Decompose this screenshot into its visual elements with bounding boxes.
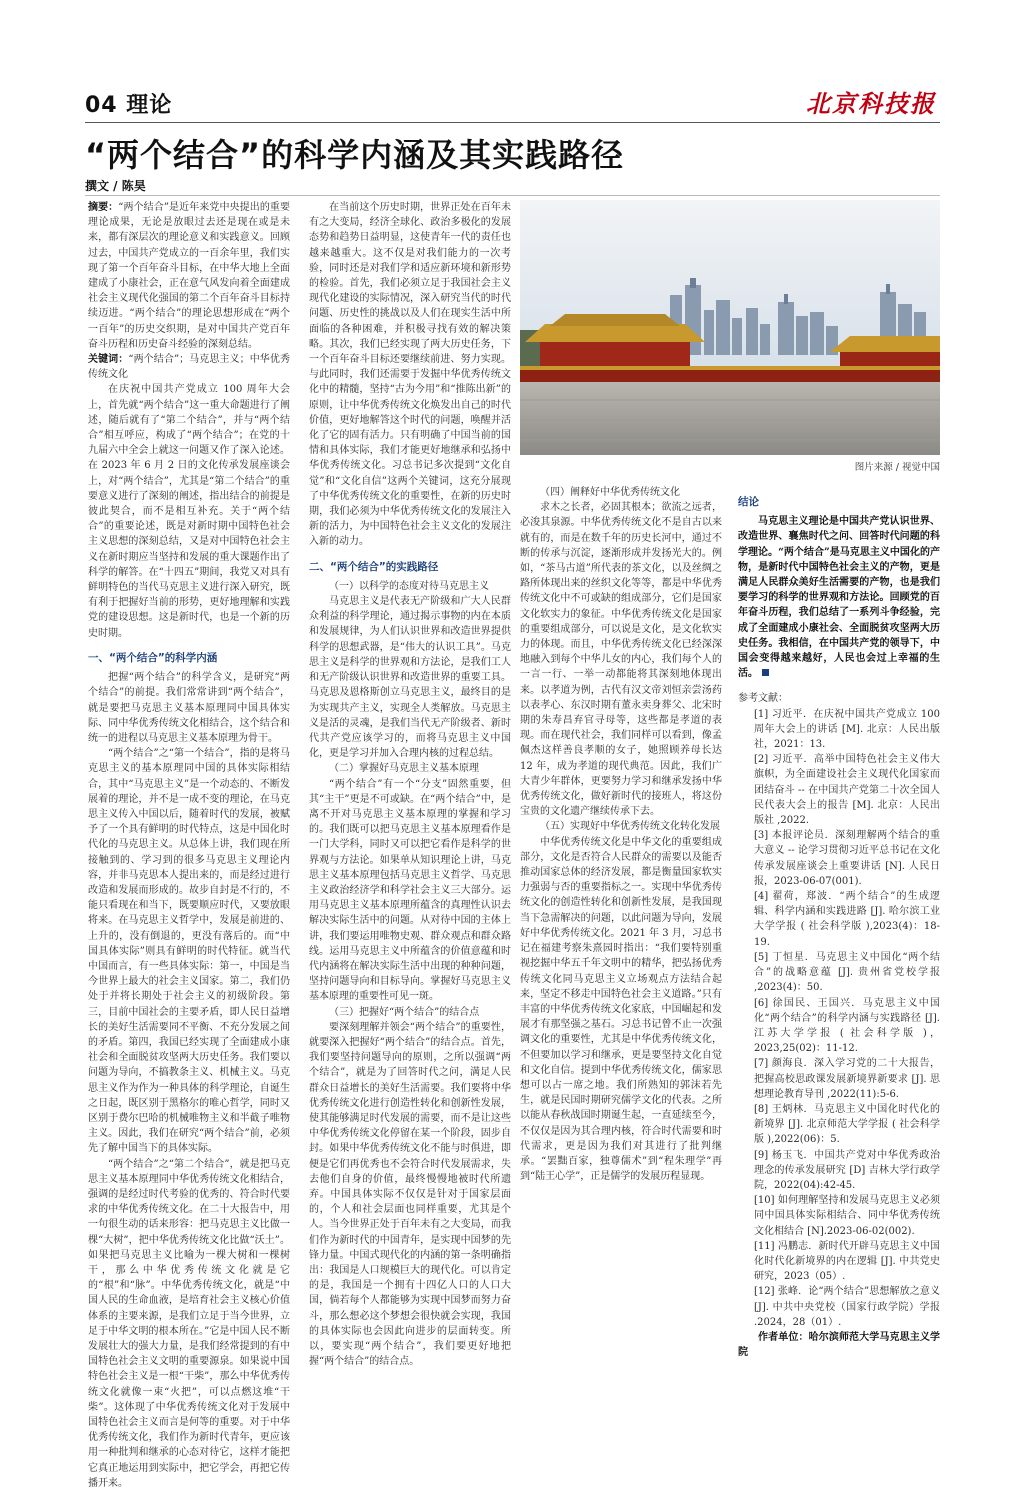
reference-item: [5] 丁恒星．马克思主义中国化“两个结合”的战略意蕴 [J]. 贵州省党校学报 ,2023(4)：50. bbox=[754, 951, 940, 994]
reference-item: [3] 本报评论员．深刻理解两个结合的重大意义 -- 论学习贯彻习近平总书记在文化传承发展座谈会上重要讲话 [N]. 人民日报，2023-06-07(001). bbox=[754, 830, 940, 887]
section-2-paragraph: 求木之长者，必固其根本；欲流之远者，必浚其泉源。中华优秀传统文化不是自古以来就有的，而是在数千年的历史长河中，通过不断的传承与沉淀，逐渐形成并发扬光大的。例如，“茶马古道”所代表的茶文化，以及丝绸之路所体现出来的丝织文化等等，都是中华优秀传统文化中不可或缺的组成部分，它们是国家文化软实力的象征。中华优秀传统文化是国家的重要组成部分，可以说是文化，是文化软实力的体现。而且，中华优秀传统文化已经深深地融入到每个中华儿女的内心，我们每个人的一言一行、一举一动都能将其深刻地体现出来。以孝道为例，古代有汉文帝刘恒亲尝汤药以表孝心、东汉时期有董永卖身葬父、北宋时期的朱寿昌弃官寻母等，这些都是孝道的表现。而在现代社会，我们同样可以看到，像孟佩杰这样善良孝顺的女子，她照顾养母长达 12 年，成为孝道的现代典范。因此，我们广大青少年群体，更要努力学习和继承发扬中华优秀传统文化，做好新时代的接班人，将这份宝贵的文化遗产继续传承下去。 bbox=[520, 502, 722, 818]
reference-item: [2] 习近平．高举中国特色社会主义伟大旗帜，为全面建设社会主义现代化国家而团结奋斗 -- 在中国共产党第二十次全国人民代表大会上的报告 [M]. 北京：人民出版社 ,2022. bbox=[754, 754, 940, 827]
keywords bbox=[88, 352, 290, 382]
section-2-paragraph: “两个结合”有一个“分支”固然重要，但其“主干”更是不可或缺。在“两个结合”中，是离不开对马克思主义基本原理的掌握和学习的。我们既可以把马克思主义基本原理看作是一门大学科，同时又可以把它看作是科学的世界观与方法论。如果单从知识理论上讲，马克思主义基本原理包括马克思主义哲学、马克思主义政治经济学和科学社会主义三大部分。运用马克思主义基本原理所蕴含的真理性认识去解决实际生活中的问题。从对待中国的主体上讲，我们要运用唯物史观、群众观点和群众路线。运用马克思主义中所蕴含的价值意蕴和时代内涵将在解决实际生活中出现的种种问题，坚持问题导向和目标导向。掌握好马克思主义基本原理的重要性可见一斑。 bbox=[309, 778, 511, 1003]
section-1-paragraph: 在当前这个历史时期，世界正处在百年未有之大变局，经济全球化、政治多极化的发展态势和趋势日益明显，这使青年一代的责任也越来越重大。这不仅是对我们能力的一次考验，同时还是对我们学和适应新环境和新形势的检验。首先，我们必须立足于我国社会主义现代化建设的实际情况，深入研究当代的时代问题、历史性的挑战以及人们在现实生活中所面临的各种困难，并积极寻找有效的解决策略。其次，我们已经实现了两大历史任务，下一个百年奋斗目标还要继续前进、努力实现。与此同时，我们还需要于发掘中华优秀传统文化中的精髓，坚持“古为今用”和“推陈出新”的原则，让中华优秀传统文化焕发出自己的时代价值，更好地解答这个时代的问题，唤醒并活化了它的固有活力。只有明确了中国当前的国情和具体实际，我们才能更好地继承和弘扬中华优秀传统文化。习总书记多次提到“文化自觉”和“文化自信”这两个关键词，这充分展现了中华优秀传统文化的重要性，在新的历史时期，我们必须为中华优秀传统文化的发展注入新的活力，为中国特色社会主义文化的发展注入新的动力。 bbox=[309, 202, 511, 548]
author-affiliation: 作者单位：哈尔滨师范大学马克思主义学院 bbox=[738, 1331, 940, 1359]
header-rule bbox=[85, 122, 940, 123]
conclusion-paragraph bbox=[738, 514, 940, 681]
keywords-text: “两个结合”；马克思主义；中华优秀传统文化 bbox=[88, 354, 290, 381]
column-1 bbox=[88, 200, 290, 1489]
section-label: 04 理论 bbox=[85, 93, 173, 118]
section-1-paragraph: “两个结合”之“第二个结合”，就是把马克思主义基本原理同中华优秀传统文化相结合，强调的是经过时代考验的优秀的、符合时代要求的中华优秀传统文化。在二十大报告中，用一句很生动的话来形容：把马克思主义比做一棵“大树”，把中华优秀传统文化比做“沃土”。如果把马克思主义比喻为一棵大树和一棵树干，那么中华优秀传统文化就是它的“根”和“脉”。中华优秀传统文化，就是“中国人民的生命血液，是培育社会主义核心价值体系的主要来源，是我们立足于当今世界，立足于中华文明的根本所在。”它是中国人民不断发展壮大的强大力量，是我们经常提到的有中国特色社会主义文明的重要源泉。如果说中国特色社会主义是一根“干柴”，那么中华优秀传统文化就像一束“火把”，可以点燃这堆“干柴”。这体现了中华优秀传统文化对于发展中国特色社会主义而言是何等的重要。对于中华优秀传统文化，我们作为新时代青年，更应该用一种批判和继承的心态对待它，这样才能把它真正地运用到实际中，把它学会，再把它传播开来。 bbox=[88, 1158, 290, 1489]
byline-rule bbox=[85, 195, 940, 196]
masthead-logo: 北京科技报 bbox=[806, 89, 936, 118]
forbidden-city-skyline-icon bbox=[520, 200, 940, 455]
reference-item: [1] 习近平．在庆祝中国共产党成立 100 周年大会上的讲话 [M]. 北京：人民出版社，2021：13. bbox=[754, 708, 940, 751]
abstract-text: “两个结合”是近年来党中央提出的重要理论成果，无论是放眼过去还是现在或是未来，都有深层次的理论意义和实践意义。回顾过去，中国共产党成立的一百余年里，我们实现了第一个百年奋斗目标，在中华大地上全面建成了小康社会，正在意气风发向着全面建成社会主义现代化强国的第二个百年奋斗目标持续迈进。“两个结合”的理论思想形成在“两个一百年”的历史交织期，是对中国共产党百年奋斗历程和历史奋斗经验的深刻总结。 bbox=[88, 202, 290, 350]
conclusion-text: 马克思主义理论是中国共产党认识世界、改造世界、襄焦时代之问、回答时代问题的科学理论。“两个结合”是马克思主义中国化的产物，是新时代中国特色社会主义的产物，更是满足人民群众美好生活需要的产物，也是我们要学习的科学的世界观和方法论。回顾党的百年奋斗历程，我们总结了一系列斗争经验，完成了全面建成小康社会、全面脱贫攻坚两大历史任务。我相信，在中国共产党的领导下，中国会变得越来越好，人民也会过上幸福的生活。 bbox=[738, 516, 940, 680]
column-3 bbox=[520, 485, 722, 1410]
byline: 撰文 / 陈昊 bbox=[85, 179, 146, 193]
section-2-paragraph: 马克思主义是代表无产阶级和广大人民群众利益的科学理论，通过揭示事物的内在本质和发展规律，为人们认识世界和改造世界提供科学的思想武器，是“伟大的认识工具”。马克思主义是科学的世界观和方法论，是我们工人和无产阶级认识世界和改造世界的重要工具。马克思及恩格斯创立马克思主义，最终目的是为实现共产主义，实现全人类解放。马克思主义是活的灵魂，是我们当代无产阶级者、新时代共产党应该学习的，而将马克思主义中国化，更是学习并加入合理内核的过程总结。 bbox=[309, 596, 511, 760]
forbidden-city-photo bbox=[520, 200, 940, 455]
article-title: “两个结合”的科学内涵及其实践路径 bbox=[85, 136, 625, 174]
abstract bbox=[88, 200, 290, 352]
section-1-paragraph: “两个结合”之“第一个结合”，指的是将马克思主义的基本原理同中国的具体实际相结合，其中“马克思主义”是一个动态的、不断发展着的理论，并不是一成不变的理论，在马克思主义传入中国以后，随着时代的发展，被赋予了一个具有鲜明的时代特点，这是中国化时代化的马克思主义。从总体上讲，我们现在所接触到的、学习到的很多马克思主义理论内容，并非马克思本人提出来的，而是经过进行改造和发展而形成的。故步自封是不行的，不能只看现在和当下，既要顺应时代，又要放眼将来。在马克思主义哲学中，发展是前进的、上升的，没有倒退的，更没有落后的。而“中国具体实际”则具有鲜明的时代特征。就当代中国而言，有一些具体实际：第一，中国是当今世界上最大的社会主义国家。第二，我们仍处于并将长期处于社会主义的初级阶段。第三，目前中国社会的主要矛盾，即人民日益增长的美好生活需要同不平衡、不充分发展之间的矛盾。第四，我国已经实现了全面建成小康社会和全面脱贫攻坚两大历史任务。我们要以问题为导向，不搞教条主义、机械主义。马克思主义作为作为一种具体的科学理论，自诞生之日起，既区别于黑格尔的唯心哲学，同时又区别于费尔巴哈的机械唯物主义和半截子唯物主义。因此，我们在研究“两个结合”前，必须先了解中国当下的具体实际。 bbox=[88, 748, 290, 1155]
intro-paragraph: 在庆祝中国共产党成立 100 周年大会上，首先就“两个结合”这一重大命题进行了阐述，随后就有了“第二个结合”，并与“两个结合”相互呼应，构成了“两个结合”；在党的十九届六中全会上就这一问题又作了深入论述。在 2023 年 6 月 2 日的文化传承发展座谈会上，对“两个结合”，尤其是“第二个结合”的重要意义进行了深刻的阐述，指出结合的前提是彼此契合，而不是相互补充。关于“两个结合”的重要论述，既是对新时期中国特色社会主义思想的深刻总结，又是对中国特色社会主义在新时期应当坚持和发展的重大课题作出了科学的解答。在“十四五”期间，我党又对具有鲜明特色的当代马克思主义进行深入研究，既有利于把握好当前的形势，更好地理解和实践党的建设思想。这是新时代，也是一个新的历史时期。 bbox=[88, 384, 290, 639]
subsection-heading: （四）阐释好中华优秀传统文化 bbox=[540, 487, 680, 498]
reference-item: [11] 冯鹏志．新时代开辟马克思主义中国化时代化新境界的内在逻辑 [J]. 中共党史研究，2023（05）. bbox=[754, 1240, 940, 1283]
subsection-heading: （五）实现好中华优秀传统文化转化发展 bbox=[540, 821, 720, 833]
reference-item: [8] 王炳林．马克思主义中国化时代化的新境界 [J]. 北京师范大学学报 ( 社会科学版 ),2022(06)：5. bbox=[754, 1103, 940, 1146]
reference-item: [12] 张峰．论“两个结合”思想解放之意义 [J]. 中共中央党校（国家行政学院）学报 .2024，28（01）. bbox=[754, 1286, 940, 1328]
column-4 bbox=[738, 485, 940, 1410]
conclusion-heading: 结论 bbox=[738, 496, 759, 508]
reference-item: [9] 杨玉飞．中国共产党对中华优秀政治理念的传承发展研究 [D] 吉林大学行政学院，2022(04):42-45. bbox=[754, 1149, 940, 1191]
references-heading: 参考文献： bbox=[738, 693, 788, 705]
reference-item: [6] 徐国民、王国兴．马克思主义中国化“两个结合”的科学内涵与实践路径 [J]. 江苏大学学报 ( 社会科学版 )，2023,25(02)：11-12. bbox=[754, 997, 940, 1055]
reference-item: [4] 翟荷，郑波．“两个结合”的生成逻辑、科学内涵和实践进路 [J]. 哈尔滨工业大学学报 ( 社会科学版 ),2023(4)：18-19. bbox=[754, 891, 940, 948]
subsection-heading: （一）以科学的态度对待马克思主义 bbox=[329, 580, 489, 592]
column-2 bbox=[309, 200, 511, 1410]
section-1-paragraph: 把握“两个结合”的科学含义，是研究“两个结合”的前提。我们常常讲到“两个结合”，就是要把马克思主义基本原理同中国具体实际、同中华优秀传统文化相结合，这个结合和统一的进程以马克思主义基本原理为骨干。 bbox=[88, 672, 290, 744]
section-2-paragraph: 要深刻理解并领会“两个结合”的重要性，就要深入把握好“两个结合”的结合点。首先，我们要坚持问题导向的原则，之所以强调“两个结合”，就是为了回答时代之问，满足人民群众日益增长的美好生活需要。我们要将中华优秀传统文化进行创造性转化和创新性发展，使其能够满足时代发展的需要，而不是让这些中华优秀传统文化停留在某一个阶段，固步自封。如果中华优秀传统文化不能与时俱进，即便是它们再优秀也不会符合时代发展需求，失去他们自身的价值，最终慢慢地被时代所遗弃。中国具体实际不仅仅是针对于国家层面的，个人和社会层面也同样重要，尤其是个人。当今世界正处于百年未有之大变局，而我们作为新时代的中国青年，是实现中国梦的先锋力量。中国式现代化的内涵的第一条明确指出：我国是人口规模巨大的现代化。可以肯定的是，我国是一个拥有十四亿人口的人口大国，倘若每个人都能够为实现中国梦而努力奋斗，那么想必这个梦想会很快就会实现，我国的具体实际也会因此向进步的层面转变。所以，要实现“两个结合”，我们要更好地把握“两个结合”的结合点。 bbox=[309, 1021, 511, 1368]
reference-item: [7] 颜海良．深入学习党的二十大报告，把握高校思政课发展新境界新要求 [J]. 思想理论教育导刊 ,2022(11):5-6. bbox=[754, 1058, 940, 1100]
conclusion bbox=[738, 514, 940, 681]
section-2-paragraph: 中华优秀传统文化是中华文化的重要组成部分，文化是否符合人民群众的需要以及能否推动国家总体的经济发展，都是衡量国家软实力强弱与否的重要指标之一。实现中华优秀传统文化的创造性转化和创新性发展，是我国现当下急需解决的问题，以此问题为导向，发展好中华优秀传统文化。2021 年 3 月，习总书记在福建考察朱熹园时指出：“我们要特别重视挖掘中华五千年文明中的精华，把弘扬优秀传统文化同马克思主义立场观点方法结合起来，坚定不移走中国特色社会主义道路。”只有丰富的中华优秀传统文化家底，中国崛起和发展才有那坚强之基石。习总书记曾不止一次强调文化的重要性，尤其是中华优秀传统文化，不但要加以学习和继承，更是要坚持文化自觉和文化自信。提到中华优秀传统文化，儒家思想可以占一席之地。我们所熟知的郭沫若先生，就是民国时期研究儒学文化的代表。之所以能从春秋战国时期诞生起，一直延续至今，不仅仅是因为其合理内核，符合时代需要和时代需求，更是因为我们对其进行了批判继承。“罢黜百家，独尊儒术”到“程朱理学”再到“陆王心学”，正是儒学的发展历程显现。 bbox=[520, 836, 722, 1183]
keywords-label: 关键词： bbox=[88, 354, 129, 366]
section-1-heading: 一、“两个结合”的科学内涵 bbox=[88, 651, 218, 664]
reference-item: [10] 如何理解坚持和发展马克思主义必须同中国具体实际相结合、同中华优秀传统文化相结合 [N].2023-06-02(002). bbox=[754, 1195, 940, 1237]
photo-credit: 图片来源 / 视觉中国 bbox=[854, 462, 940, 473]
abstract-label: 摘要： bbox=[88, 202, 119, 213]
end-mark-icon bbox=[762, 669, 769, 676]
subsection-heading: （三）把握好“两个结合”的结合点 bbox=[329, 1006, 480, 1018]
section-2-heading: 二、“两个结合”的实践路径 bbox=[309, 560, 439, 573]
subsection-heading: （二）掌握好马克思主义基本原理 bbox=[329, 763, 479, 775]
